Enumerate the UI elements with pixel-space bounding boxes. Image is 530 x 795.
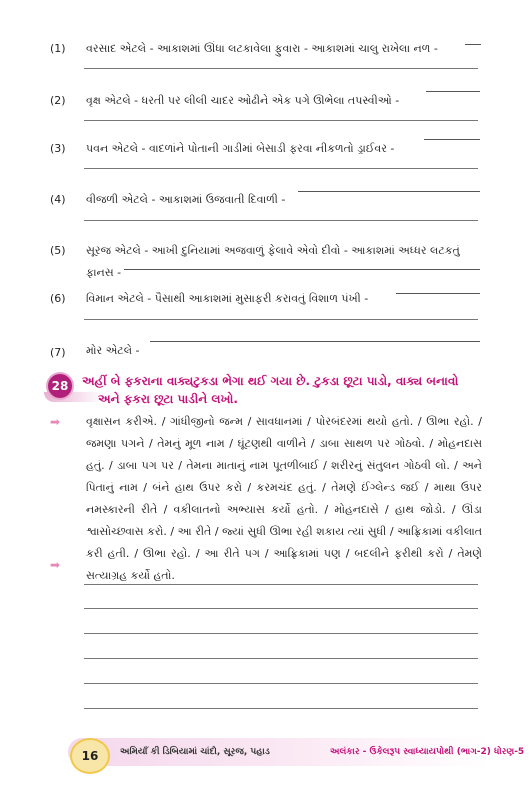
answer-line[interactable]	[298, 191, 480, 192]
exercise-heading-line2: અને ફકરા છૂટા પાડીને લખો.	[98, 392, 238, 406]
arrow-right-icon: ➡	[50, 558, 61, 572]
exercise-number-badge: 28	[48, 374, 72, 398]
answer-line[interactable]	[150, 341, 480, 342]
answer-line[interactable]	[84, 584, 478, 585]
answer-line[interactable]	[84, 68, 478, 69]
arrow-right-icon: ➡	[50, 415, 61, 429]
answer-line[interactable]	[84, 168, 478, 169]
footer-chapter-title: અમિયાઁ કી ડિબિયામાં ચાંદો, સૂરજ, પહાડ	[120, 747, 270, 757]
question-number: (2)	[50, 94, 66, 107]
question-text: મોર એટલે -	[86, 344, 140, 357]
question-text-continued: ફાનસ -	[86, 266, 122, 279]
footer-book-title: અલંકાર - ઉકેલરૂપ સ્વાધ્યાયપોથી (ભાગ-2) ધોરણ-5	[330, 747, 525, 757]
question-text: વરસાદ એટલે - આકાશમાં ઊંધા લટકાવેલા ફુવારા - આકાશમાં ચાલુ રાખેલા નળ -	[86, 42, 438, 55]
question-text: સૂરજ એટલે - આખી દુનિયામાં અજવાળું ફેલાવે એવો દીવો - આકાશમાં અધ્ધર લટકતું	[86, 244, 460, 257]
question-number: (4)	[50, 193, 66, 206]
answer-line[interactable]	[84, 683, 478, 684]
answer-line[interactable]	[424, 139, 480, 140]
question-number: (3)	[50, 142, 66, 155]
answer-line[interactable]	[465, 44, 481, 45]
answer-line[interactable]	[84, 220, 478, 221]
answer-line[interactable]	[84, 658, 478, 659]
question-text: વીજળી એટલે - આકાશમાં ઉજવાતી દિવાળી -	[86, 193, 286, 206]
answer-line[interactable]	[84, 319, 478, 320]
jumbled-paragraph: વૃક્ષાસન કરીએ. / ગાંધીજીનો જન્મ / સાવધાનમાં / પોરબંદરમાં થયો હતો. / ઊભા રહો. / જમણા પગને / તેમનું મૂળ નામ / ઘૂંટણથી વાળીને / ડાબા સાથળ પર ગોઠવો. / મોહનદાસ હતું. / ડાબા પગ પર / તેમના માતાનું નામ પૂતળીબાઈ / શરીરનું સંતુલન ગોઠવી લો. / અને પિતાનું નામ / બંને હાથ ઉપર કરો / કરમચંદ હતું. / તેમણે ઈંગ્લેન્ડ જઈ / માથા ઉપર નમસ્કારની રીતે / વકીલાતનો અભ્યાસ કર્યો હતો. / મોહનદાસે / હાથ જોડો. / ઊંડા શ્વાસોચ્છ્વાસ કરો. / આ રીતે / જ્યાં સુધી ઊભા રહી શકાય ત્યાં સુધી / આફ્રિકામાં વકીલાત કરી હતી. / ઊભા રહો. / આ રીતે પગ / આફ્રિકામાં પણ / બદલીને ફરીથી કરો / તેમણે સત્યાગ્રહ કર્યો હતો.	[86, 415, 482, 582]
question-number: (1)	[50, 42, 66, 55]
answer-line[interactable]	[396, 293, 480, 294]
answer-line[interactable]	[84, 608, 478, 609]
question-text: વિમાન એટલે - પૈસાથી આકાશમાં મુસાફરી કરાવતું વિશાળ પંખી -	[86, 292, 369, 305]
exercise-heading: અહીં બે ફકરાના વાક્યટુકડા ભેગા થઈ ગયા છે. ટુકડા છૂટા પાડો, વાક્ય બનાવો	[82, 374, 459, 388]
question-text: પવન એટલે - વાદળાંને પોતાની ગાડીમાં બેસાડી ફરવા નીકળતો ડ્રાઈવર -	[86, 142, 395, 155]
question-number: (6)	[50, 292, 66, 305]
question-number: (7)	[50, 346, 66, 359]
page-number: 16	[70, 738, 110, 774]
question-number: (5)	[50, 244, 66, 257]
answer-line[interactable]	[84, 708, 478, 709]
answer-line[interactable]	[84, 120, 478, 121]
question-text: વૃક્ષ એટલે - ધરતી પર લીલી ચાદર ઓઢીને એક પગે ઊભેલા તપસ્વીઓ -	[86, 94, 400, 107]
answer-line[interactable]	[124, 269, 480, 270]
answer-line[interactable]	[84, 633, 478, 634]
answer-line[interactable]	[426, 91, 480, 92]
